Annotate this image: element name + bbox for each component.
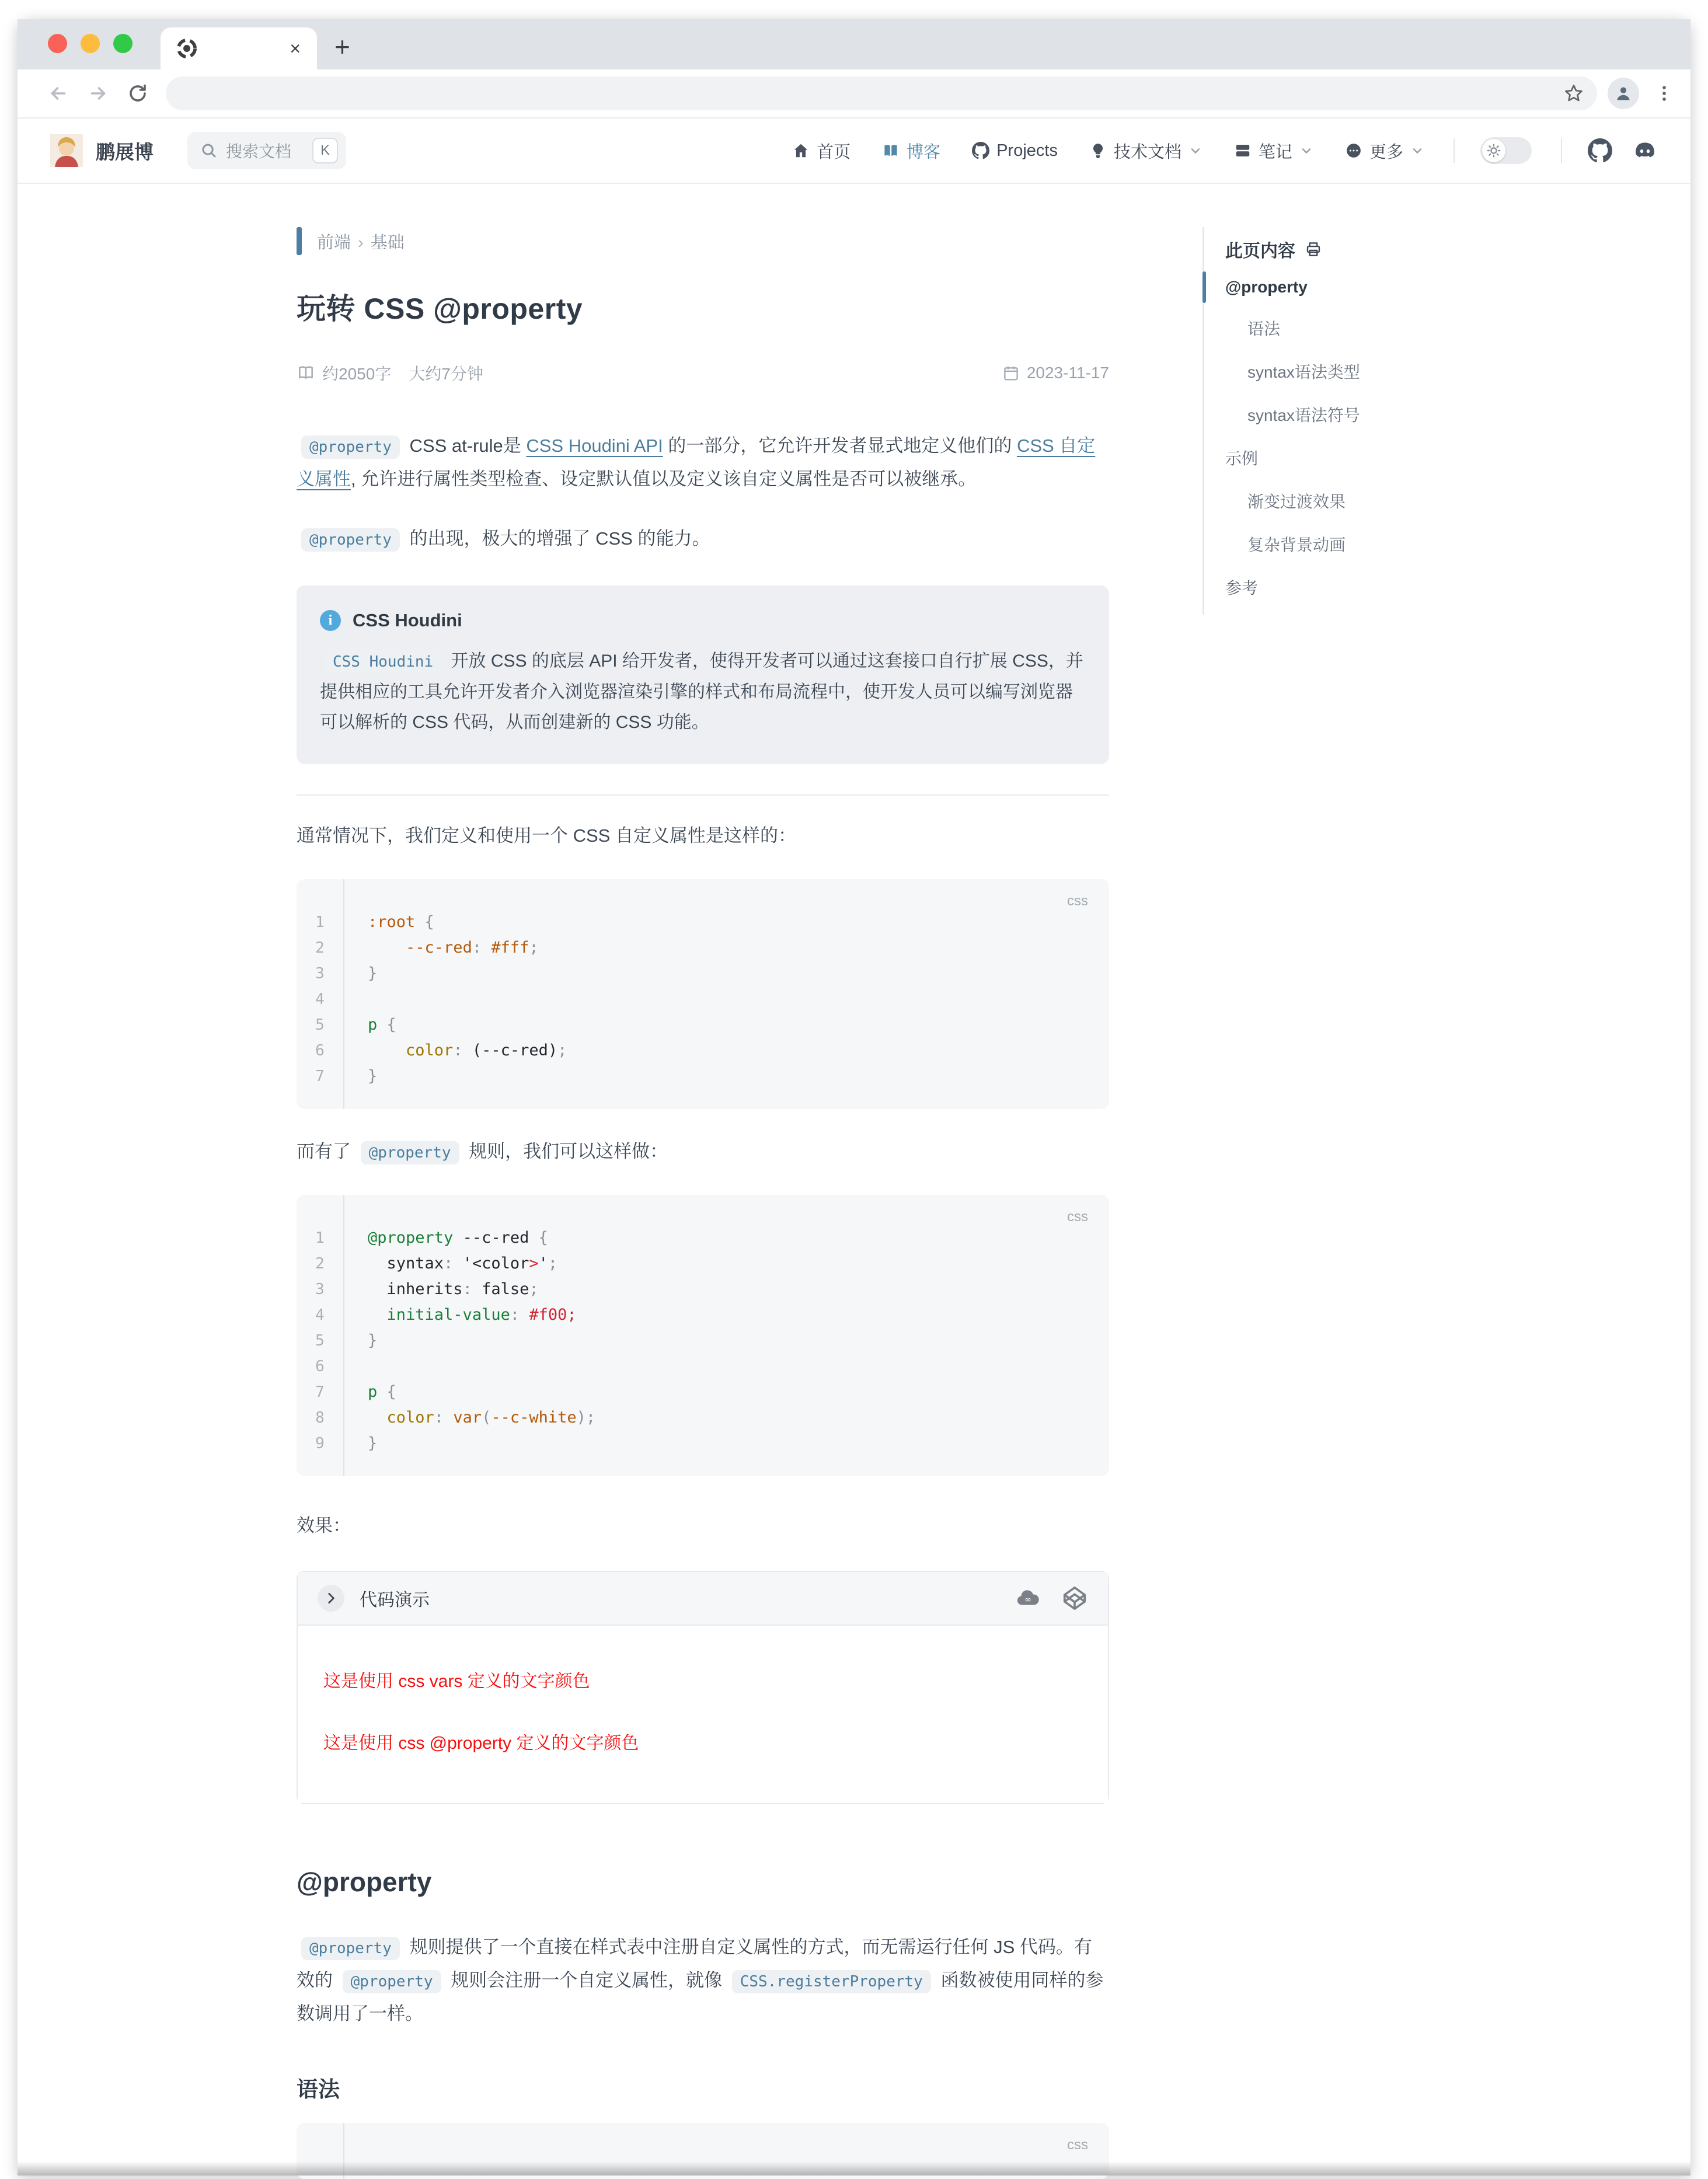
divider [297, 794, 1109, 796]
text-run: 的出现，极大的增强了 CSS 的能力。 [404, 528, 710, 549]
code-demo-panel [297, 1571, 1109, 1804]
code-demo-output [298, 1626, 1108, 1803]
demo-red-text: 这是使用 css @property 定义的文字颜色 [323, 1733, 639, 1753]
page-content [18, 184, 1690, 2179]
toc-item[interactable]: syntax语法类型 [1247, 363, 1360, 381]
toc-item[interactable]: @property [1204, 268, 1448, 306]
window-bottom-shadow [18, 2161, 1690, 2175]
reload-icon[interactable] [127, 83, 148, 104]
toc-header: 此页内容 [1225, 242, 1295, 261]
inline-code: @property [361, 1141, 459, 1165]
github-icon[interactable] [1588, 138, 1612, 163]
calendar-icon [1002, 364, 1020, 382]
site-logo-avatar[interactable] [50, 134, 83, 167]
toc-item[interactable]: 复杂背景动画 [1247, 536, 1346, 554]
discord-icon[interactable] [1632, 138, 1658, 163]
article [297, 227, 1109, 2179]
text-run: 规则会注册一个自定义属性，就像 [445, 1969, 727, 1990]
bookmark-star-icon[interactable] [1563, 83, 1584, 104]
code-demo-label: 代码演示 [360, 1590, 430, 1610]
address-bar[interactable] [166, 76, 1597, 110]
divider [1561, 138, 1562, 163]
text-run: 效果： [297, 1515, 351, 1536]
back-icon[interactable] [48, 83, 69, 104]
nav-item-more[interactable] [1345, 139, 1424, 163]
toc-item[interactable]: 语法 [1247, 320, 1281, 338]
toc-item[interactable]: 渐变过渡效果 [1247, 493, 1346, 511]
inline-code: @property [301, 435, 400, 459]
text-run: CSS at-rule是 [404, 435, 527, 456]
site-name[interactable]: 鹏展博 [96, 141, 154, 163]
print-icon[interactable] [1305, 240, 1322, 258]
paragraph [297, 819, 1109, 852]
code-lines: @property --c-red { syntax: '<color>'; inherits: false; initial-value: #f00; } p { color: var(--c-white); } [368, 1229, 596, 1453]
browser-profile-avatar[interactable] [1608, 78, 1639, 109]
info-body [320, 646, 1086, 738]
toc-item[interactable]: syntax语法符号 [1247, 406, 1360, 424]
line-numbers: 1 2 3 4 5 6 7 8 9 [297, 1195, 344, 1476]
nav-item-label: 技术文档 [1113, 142, 1181, 162]
chevron-down-icon [1410, 144, 1424, 158]
info-title: CSS Houdini [353, 610, 462, 631]
github-icon [972, 142, 989, 159]
book-icon [882, 142, 900, 159]
text-link[interactable]: CSS 自定义属性 [297, 435, 1096, 490]
toc-item[interactable]: 示例 [1225, 449, 1259, 468]
browser-tab[interactable] [161, 27, 317, 69]
chevron-down-icon [1299, 144, 1313, 158]
code-block-css-vars[interactable] [297, 879, 1109, 1109]
paragraph [297, 522, 1109, 555]
publish-date: 2023-11-17 [1026, 364, 1109, 382]
breadcrumb [297, 227, 1109, 255]
codesandbox-cloud-icon[interactable] [1015, 1585, 1041, 1612]
maximize-window-button[interactable] [113, 34, 133, 53]
bulb-icon [1089, 142, 1107, 159]
nav-item-label: 更多 [1369, 142, 1403, 162]
more-icon [1345, 142, 1362, 159]
paragraph [297, 1135, 1109, 1168]
code-lines: :root { --c-red: #fff; } p { color: (--c-red); } [368, 912, 567, 1085]
paragraph [297, 1930, 1109, 2031]
breadcrumb-accent-bar [297, 227, 302, 255]
browser-menu-icon[interactable] [1654, 83, 1674, 103]
page-title: 玩转 CSS @property [297, 292, 583, 325]
new-tab-button[interactable]: + [334, 32, 350, 62]
nav-item-label: 笔记 [1258, 142, 1292, 162]
nav-item-label: 首页 [817, 142, 851, 162]
breadcrumb-separator: › [358, 233, 364, 252]
breadcrumb-item[interactable]: 前端 [317, 233, 351, 252]
search-placeholder: 搜索文档 [226, 142, 292, 161]
tab-close-icon[interactable]: × [290, 37, 301, 59]
info-icon: i [320, 610, 341, 631]
inline-code: @property [301, 1937, 400, 1960]
inline-code: @property [343, 1970, 441, 1993]
code-language-label: css [1067, 2136, 1088, 2153]
site-header [18, 118, 1690, 184]
toc-sidebar [1202, 227, 1448, 615]
toc-item[interactable]: 参考 [1225, 579, 1259, 597]
main-nav [792, 139, 1424, 163]
chevron-down-icon [1188, 144, 1202, 158]
subsection-heading-syntax: 语法 [297, 2077, 340, 2101]
nav-item-label: Projects [996, 141, 1058, 160]
home-icon [792, 142, 810, 159]
tab-strip [18, 19, 1690, 69]
search-icon [200, 142, 218, 159]
sun-icon [1482, 139, 1505, 162]
article-meta [297, 361, 1109, 385]
nav-item-notes[interactable] [1234, 139, 1313, 163]
text-run: 函数被使用同样的参数调用了一样。 [297, 1969, 1104, 2024]
text-run: 开放 CSS 的底层 API 给开发者，使得开发者可以通过这套接口自行扩展 CSS，并提供相应的工具允许开发者介入浏览器渲染引擎的样式和布局流程中，使开发人员可以编写浏览器可以解析的 CSS 代码，从而创建新的 CSS 功能。 [320, 651, 1083, 733]
info-callout [297, 585, 1109, 764]
search-kbd-badge: K [312, 138, 338, 163]
nav-item-home[interactable] [792, 139, 850, 163]
inline-code: @property [301, 528, 400, 552]
code-demo-header[interactable] [298, 1572, 1108, 1626]
nav-item-projects[interactable] [972, 141, 1058, 161]
minimize-window-button[interactable] [81, 34, 100, 53]
text-run: 通常情况下，我们定义和使用一个 CSS 自定义属性是这样的： [297, 825, 796, 846]
svg-text:∞: ∞ [1024, 1595, 1031, 1605]
text-run: 而有了 [297, 1141, 356, 1162]
theme-toggle[interactable] [1480, 137, 1532, 164]
text-run: 的一部分，它允许开发者显式地定义他们的 [663, 435, 1017, 456]
code-block-property-rule[interactable] [297, 1195, 1109, 1476]
demo-red-text: 这是使用 css vars 定义的文字颜色 [323, 1671, 590, 1691]
divider [1453, 138, 1455, 163]
section-heading-property: @property [297, 1866, 432, 1897]
code-language-label: css [1067, 892, 1088, 909]
text-link[interactable]: CSS Houdini API [526, 435, 663, 456]
close-window-button[interactable] [48, 34, 67, 53]
nav-item-label: 博客 [907, 142, 941, 162]
window-controls [18, 34, 161, 69]
search-input[interactable] [187, 132, 346, 169]
breadcrumb-item[interactable]: 基础 [370, 233, 405, 252]
inline-code: CSS Houdini [325, 650, 441, 674]
line-numbers: 1 2 3 4 5 6 7 [297, 879, 344, 1109]
codepen-icon[interactable] [1061, 1585, 1088, 1612]
paragraph [297, 429, 1109, 496]
browser-toolbar [18, 69, 1690, 118]
read-time: 大约7分钟 [409, 365, 483, 383]
inline-code: CSS.registerProperty [732, 1970, 931, 1993]
forward-icon[interactable] [88, 83, 109, 104]
book-open-icon [297, 364, 315, 382]
chevron-right-icon[interactable] [318, 1585, 344, 1612]
nav-item-docs[interactable] [1089, 139, 1202, 163]
text-run: , 允许进行属性类型检查、设定默认值以及定义该自定义属性是否可以被继承。 [351, 469, 977, 490]
browser-window [18, 19, 1690, 2175]
chrome-logo-icon [177, 39, 197, 58]
text-run: 规则，我们可以这样做： [463, 1141, 668, 1162]
nav-item-blog[interactable] [882, 139, 940, 163]
code-language-label: css [1067, 1209, 1088, 1225]
word-count: 约2050字 [322, 365, 392, 383]
notes-icon [1234, 142, 1252, 159]
text-run: 规则提供了一个直接在样式表中注册自定义属性的方式，而无需运行任何 JS 代码。有效的 [297, 1936, 1092, 1990]
paragraph [297, 1509, 1109, 1542]
